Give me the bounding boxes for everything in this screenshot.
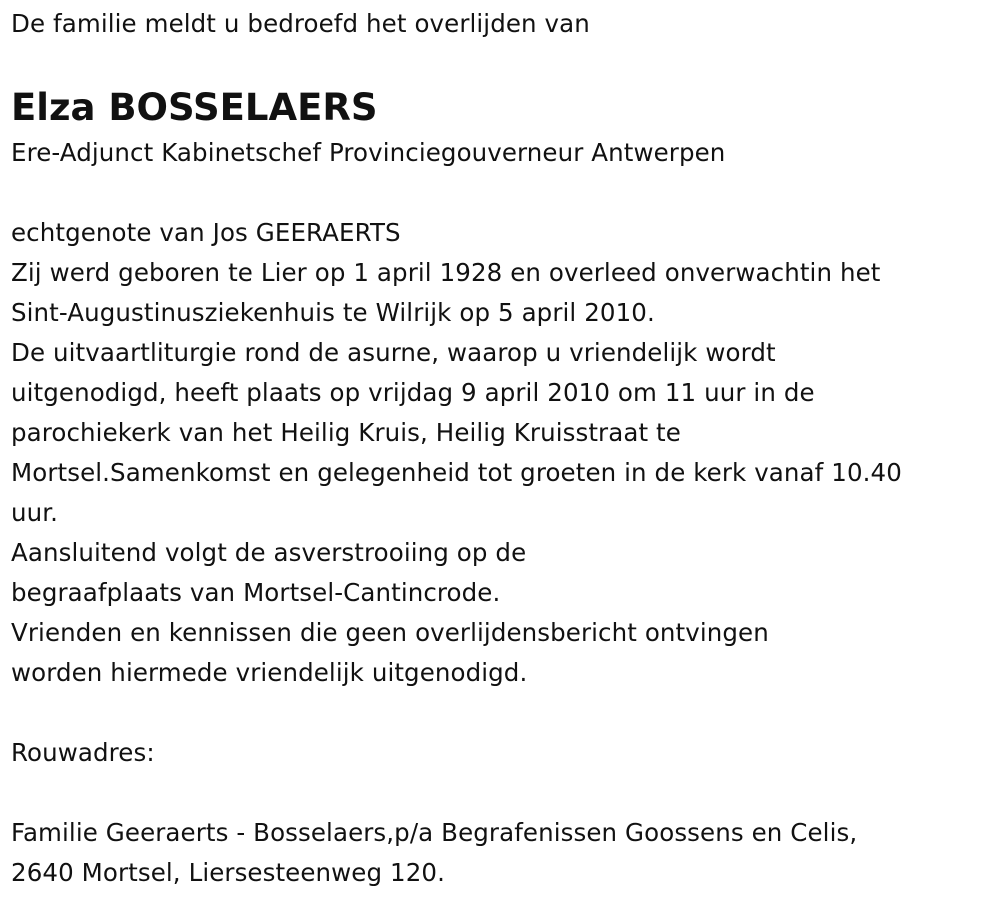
spacer xyxy=(11,173,986,213)
body-line: uur. xyxy=(11,498,59,527)
body-line: Mortsel.Samenkomst en gelegenheid tot groeten in de kerk vanaf 10.40 xyxy=(11,458,902,487)
body-line: De uitvaartliturgie rond de asurne, waarop u vriendelijk wordt xyxy=(11,338,776,367)
body-line: begraafplaats van Mortsel-Cantincrode. xyxy=(11,578,501,607)
spacer xyxy=(11,693,986,733)
body-line: echtgenote van Jos GEERAERTS xyxy=(11,218,401,247)
address-line: Familie Geeraerts - Bosselaers,p/a Begrafenissen Goossens en Celis, xyxy=(11,818,858,847)
body-line: parochiekerk van het Heilig Kruis, Heilig Kruisstraat te xyxy=(11,418,681,447)
body-line: Zij werd geboren te Lier op 1 april 1928 en overleed onverwachtin het xyxy=(11,258,881,287)
address-line: 2640 Mortsel, Liersesteenweg 120. xyxy=(11,858,445,887)
spacer xyxy=(11,773,986,813)
body-text xyxy=(11,213,986,693)
intro-text: De familie meldt u bedroefd het overlijden van xyxy=(11,9,590,38)
body-line: Vrienden en kennissen die geen overlijdensbericht ontvingen xyxy=(11,618,769,647)
deceased-name: Elza BOSSELAERS xyxy=(11,86,378,129)
body-line: worden hiermede vriendelijk uitgenodigd. xyxy=(11,658,528,687)
body-line: uitgenodigd, heeft plaats op vrijdag 9 april 2010 om 11 uur in de xyxy=(11,378,815,407)
address-block xyxy=(11,813,986,893)
deceased-title: Ere-Adjunct Kabinetschef Provinciegouverneur Antwerpen xyxy=(11,138,726,167)
obituary-notice xyxy=(11,0,986,893)
address-label: Rouwadres: xyxy=(11,738,155,767)
body-line: Aansluitend volgt de asverstrooiing op de xyxy=(11,538,527,567)
body-line: Sint-Augustinusziekenhuis te Wilrijk op 5 april 2010. xyxy=(11,298,655,327)
